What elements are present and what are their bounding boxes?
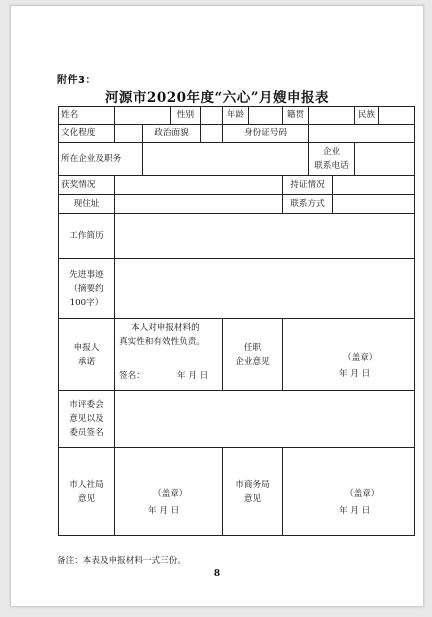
footnote: 备注：本表及申报材料一式三份。 xyxy=(57,556,186,566)
gender-label: 性别 xyxy=(171,107,201,125)
education-label: 文化程度 xyxy=(59,125,115,143)
age-label: 年龄 xyxy=(223,107,249,125)
commerce-seal: （盖章） xyxy=(345,489,380,499)
contact-field[interactable] xyxy=(333,195,415,214)
achievements-label-line2: （摘要约 xyxy=(69,283,104,294)
id-number-field[interactable] xyxy=(309,125,415,143)
hr-seal: （盖章） xyxy=(153,489,188,499)
gender-field[interactable] xyxy=(201,107,223,125)
applicant-date: 年 月 日 xyxy=(177,371,209,381)
employer-opinion-cell[interactable] xyxy=(283,319,415,391)
row-committee xyxy=(59,391,415,448)
signature-label: 签名： xyxy=(119,371,145,381)
ethnicity-label: 民族 xyxy=(355,107,379,125)
id-number-label: 身份证号码 xyxy=(223,125,309,143)
education-field[interactable] xyxy=(115,125,143,143)
certificates-field[interactable] xyxy=(333,176,415,195)
employer-seal: （盖章） xyxy=(343,353,378,363)
achievements-label-line3: 100字） xyxy=(69,297,104,308)
committee-opinion-field[interactable] xyxy=(115,391,415,448)
work-history-label: 工作简历 xyxy=(59,214,115,259)
row-commitment xyxy=(59,319,415,391)
promise-text-line1: 本人对申报材料的 xyxy=(131,323,200,333)
document-page xyxy=(10,5,424,607)
employer-label-line1: 任职 xyxy=(243,342,262,353)
hr-bureau-opinion-cell[interactable] xyxy=(115,448,223,536)
address-field[interactable] xyxy=(115,195,283,214)
committee-label-line3: 委员签名 xyxy=(69,428,104,438)
commerce-label-line1: 市商务局 xyxy=(235,479,270,490)
name-label: 姓名 xyxy=(59,107,115,125)
politics-field[interactable] xyxy=(201,125,223,143)
employer-opinion-label xyxy=(223,319,283,391)
company-phone-label-line1: 企业 xyxy=(322,147,341,157)
native-place-label: 籍贯 xyxy=(283,107,309,125)
applicant-commitment-label xyxy=(59,319,115,391)
hr-label-line2: 意见 xyxy=(77,493,96,504)
form-title: 河源市2020年度“六心”月嫂申报表 xyxy=(104,90,330,106)
achievements-label xyxy=(59,259,115,319)
attachment-label: 附件3： xyxy=(57,75,96,86)
awards-field[interactable] xyxy=(115,176,283,195)
awards-label: 获奖情况 xyxy=(59,176,115,195)
applicant-promise-cell[interactable] xyxy=(115,319,223,391)
address-label: 现住址 xyxy=(59,195,115,214)
company-phone-label xyxy=(309,143,355,176)
politics-label: 政治面貌 xyxy=(143,125,201,143)
contact-label: 联系方式 xyxy=(283,195,333,214)
committee-label-line1: 市评委会 xyxy=(69,400,104,410)
work-history-field[interactable] xyxy=(115,214,415,259)
committee-opinion-label xyxy=(59,391,115,448)
commerce-label-line2: 意见 xyxy=(243,493,262,504)
hr-label-line1: 市人社局 xyxy=(69,479,104,490)
hr-bureau-label xyxy=(59,448,115,536)
applicant-label-line1: 申报人 xyxy=(73,342,100,353)
company-position-label: 所在企业及职务 xyxy=(59,143,143,176)
row-work-history xyxy=(59,214,415,259)
commerce-bureau-label xyxy=(223,448,283,536)
native-place-field[interactable] xyxy=(309,107,355,125)
name-field[interactable] xyxy=(115,107,171,125)
promise-text-line2: 真实性和有效性负责。 xyxy=(119,337,205,347)
certificates-label: 持证情况 xyxy=(283,176,333,195)
row-bureau-opinions xyxy=(59,448,415,536)
achievements-field[interactable] xyxy=(115,259,415,319)
commerce-date: 年 月 日 xyxy=(339,506,371,516)
company-phone-field[interactable] xyxy=(355,143,415,176)
commerce-bureau-opinion-cell[interactable] xyxy=(283,448,415,536)
row-education xyxy=(59,125,415,143)
company-phone-label-line2: 联系电话 xyxy=(314,161,349,171)
company-position-field[interactable] xyxy=(143,143,309,176)
employer-date: 年 月 日 xyxy=(339,369,371,379)
row-basic-info xyxy=(59,107,415,125)
row-awards xyxy=(59,176,415,195)
age-field[interactable] xyxy=(249,107,283,125)
row-company xyxy=(59,143,415,176)
hr-date: 年 月 日 xyxy=(148,506,180,516)
ethnicity-field[interactable] xyxy=(379,107,415,125)
row-address xyxy=(59,195,415,214)
applicant-label-line2: 承诺 xyxy=(77,356,96,367)
row-achievements xyxy=(59,259,415,319)
employer-label-line2: 企业意见 xyxy=(235,356,270,367)
committee-label-line2: 意见以及 xyxy=(69,414,104,424)
application-form-table xyxy=(58,106,415,536)
achievements-label-line1: 先进事迹 xyxy=(69,269,104,280)
page-number: 8 xyxy=(213,569,221,579)
